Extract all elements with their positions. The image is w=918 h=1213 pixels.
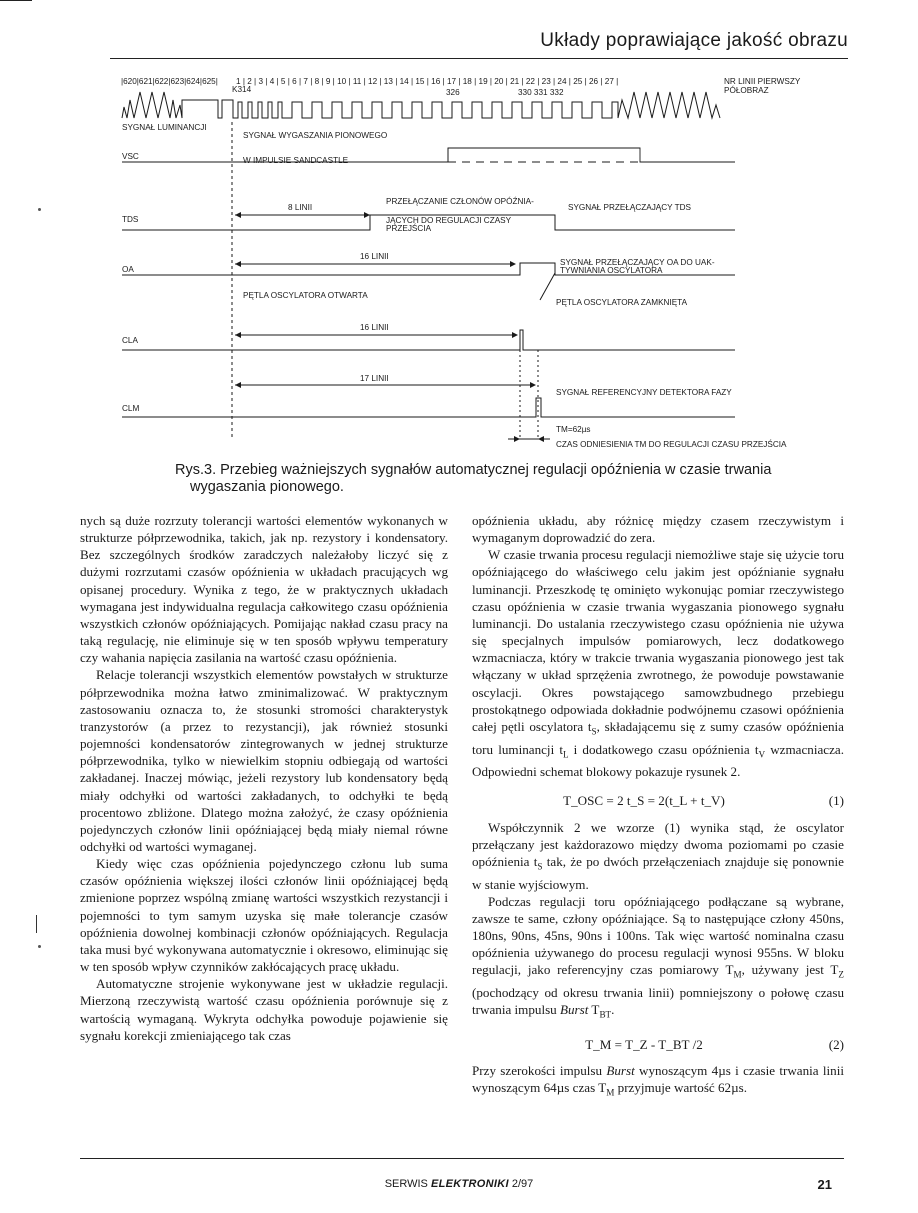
tds-signal-label: SYGNAŁ PRZEŁĄCZAJĄCY TDS	[568, 203, 691, 212]
paragraph: Relacje tolerancji wszystkich elementów powstałych w strukturze półprzewodnika można łatwo zminimalizować. W praktycznym zastosowaniu oznacza to, że stosunki stromości charakterystyk tranzystorów (a przez to rezystancji), jak również stosunki pojemności kondensatorów zintegrowanych w jednej strukturze półprzewodnika, tylko w niewielkim stopniu odbiegają od wartości zakładanej. Inaczej mówiąc, jeżeli rezystory lub kondensatory będą miały odchyłki od wartości zakładanych, to odchyłki te będą procentowo zbliżone. Dlatego można założyć, że czasy opóźnienia pojedynczych członów linii opóźniającej będą miały niemal równe odchyłki od wartości wymaganej.	[80, 667, 448, 854]
paragraph: Automatyczne strojenie wykonywane jest w układzie regulacji. Mierzoną rzeczywistą wartość czasu opóźnienia porównuje się z wartością wymaganą. Wykryta odchyłka powoduje pojawienie się sygnału korekcji zmieniającego tak czas	[80, 976, 448, 1043]
formula-1-number: (1)	[828, 792, 844, 808]
magazine-issue: 2/97	[511, 1178, 534, 1190]
row-label-oa: OA	[122, 265, 134, 274]
paragraph: nych są duże rozrzuty tolerancji wartości elementów wykonanych w strukturze półprzewodnika, takich, jak np. rezystory i kondensatory. Bez szczególnych środków zaradczych należałoby liczyć się z dużymi rozrzutami czasów opóźnienia w układach pracujących wg opisanej procedury. Wynika z tego, że w praktycznych układach wymagana jest indywidualna regulacja całkowitego czasu opóźnienia wszystkich członów opóźniających. Pomijając nakład czasu pracy na taką regulację, nie eliminuje się w ten sposób wpływu temperatury czy wahania napięcia zasilania na wartość czasu opóźnienia.	[80, 513, 448, 666]
formula-1-expression: T_OSC = 2 t_S = 2(t_L + t_V)	[563, 792, 725, 808]
first-field-label-2: PÓŁOBRAZ	[724, 86, 769, 95]
line-numbers-left: |620|621|622|623|624|625|	[121, 77, 218, 86]
label-330: 330 331 332	[518, 88, 564, 97]
paragraph: opóźnienia układu, aby różnicę między czasem rzeczywistym i wymaganym doprowadzić do zera.	[472, 513, 844, 546]
formula-2	[472, 1030, 844, 1058]
vsc-waveform	[122, 148, 735, 162]
formula-2-number: (2)	[828, 1036, 844, 1052]
tm-reference-label: CZAS ODNIESIENIA TM DO REGULACJI CZASU PRZEJŚCIA	[556, 440, 787, 449]
paragraph: W czasie trwania procesu regulacji niemożliwe staje się użycie toru opóźniającego do właściwego celu jakim jest opóźnianie sygnału luminancji. Przeszkodę tę ominięto wykonując pomiar rzeczywistego czasu opóźnienia w czasie trwania wygaszania pionowego sygnału luminancji. Do ustalania rzeczywistego czasu opóźnienia nie używa się specjalnych impulsów pomiarowych, lecz dodatkowego wzmacniacza, który w trakcie trwania wygaszania pionowego jest tak włączany w układ sprzężenia zwrotnego, że powoduje powstawanie oscylacji. Okres powstającego samowzbudnego przebiegu prostokątnego odpowiada dokładnie podwójnemu czasowi opóźnienia całej pętli oscylatora $t_S$, składającemu się z sumy czasów opóźnienia toru luminancji $t_L$ i dodatkowego czasu opóźnienia $t_V$ wzmacniacza. Odpowiedni schemat blokowy pokazuje rysunek 2.	[472, 547, 845, 780]
row-label-tds: TDS	[122, 215, 139, 224]
margin-mark	[36, 915, 37, 933]
row-label-vsc: VSC	[122, 152, 139, 161]
caption-line-1: Rys.3. Przebieg ważniejszych sygnałów automatycznej regulacji opóźnienia w czasie trwania	[175, 462, 772, 478]
lines-17-label: 17 LINII	[360, 374, 389, 383]
first-field-label-1: NR LINII PIERWSZY	[724, 77, 801, 86]
switch-delay-label-3: PRZEJŚCIA	[386, 224, 432, 233]
paragraph: Przy szerokości impulsu Burst wynoszącym 4µs i czasie trwania linii wynoszącym 64µs czas $T_M$ przyjmuje wartość 62µs.	[472, 1063, 844, 1098]
footer-rule	[80, 1158, 844, 1159]
label-326: 326	[446, 88, 460, 97]
running-header-title: Układy poprawiające jakość obrazu	[540, 30, 848, 51]
line-numbers-right: 1 | 2 | 3 | 4 | 5 | 6 | 7 | 8 | 9 | 10 | 11 | 12 | 13 | 14 | 15 | 16 | 17 | 18 | 19 | 20 | 21 | 22 | 23 | 24 | 25 | 26 | 27 |	[236, 77, 619, 86]
paragraph: Podczas regulacji toru opóźniającego podłączane są wybrane, zawsze te same, człony opóźniające. Są to następujące człony 450ns, 180ns, 90ns, 45ns, 90ns i 100ns. Tak więc wartość nominalna czasu opóźnienia używanego do procesu regulacji wynosi 955ns. W bloku regulacji, jako referencyjny czas pomiarowy $T_M$, używany jest $T_Z$ (pochodzący od okresu trwania linii) pomniejszony o połowę czasu trwania impulsu Burst $T_{BT}$.	[472, 893, 844, 1020]
oa-signal-label-1: SYGNAŁ PRZEŁĄCZAJĄCY OA DO UAK-	[560, 258, 715, 267]
formula-1	[472, 787, 844, 815]
row-label-clm: CLM	[122, 404, 140, 413]
paragraph: Współczynnik 2 we wzorze (1) wynika stąd, że oscylator przełączany jest każdorazowo między dwoma poziomami po czasie opóźnienia $t_S$ tak, że po dwóch przełączeniach znajduje się ponownie w stanie wyjściowym.	[472, 819, 844, 892]
lines-8-label: 8 LINII	[288, 203, 313, 212]
switch-delay-label-1: PRZEŁĄCZANIE CZŁONÓW OPÓŹNIA-	[386, 197, 534, 206]
ref-signal-label: SYGNAŁ REFERENCYJNY DETEKTORA FAZY	[556, 388, 732, 397]
caption-line-2: wygaszania pionowego.	[190, 479, 344, 495]
cla-waveform	[122, 330, 735, 350]
left-column	[80, 512, 448, 1044]
clm-waveform	[122, 398, 735, 417]
switch-delay-label-2: JĄCYCH DO REGULACJI CZASY	[386, 216, 512, 225]
luminance-waveform	[122, 92, 720, 118]
right-column	[472, 512, 844, 1102]
magazine-prefix: SERWIS	[384, 1178, 428, 1190]
tm-value-label: TM=62µs	[556, 425, 591, 434]
vertical-blanking-label: SYGNAŁ WYGASZANIA PIONOWEGO	[243, 131, 388, 140]
lines-16-label-b: 16 LINII	[360, 323, 389, 332]
timing-diagram	[0, 60, 918, 460]
label-k314: K314	[232, 85, 252, 94]
paragraph: Kiedy więc czas opóźnienia pojedynczego członu lub suma czasów opóźnienia większej ilości członów linii opóźniającej będą zmienione poprzez wspólną zmianę wartości wszystkich rezystancji i pojemności to tym samym uzyska się małe tolerancje czasów opóźnienia dowolnej kombinacji członów opóźniających. Regulacja taka musi być wykonywana automatycznie i okresowo, eliminując się w ten sposób wpływ czynników zakłócających pracę układu.	[80, 856, 448, 975]
margin-dot	[38, 945, 41, 948]
row-label-luminance: SYGNAŁ LUMINANCJI	[122, 123, 207, 132]
figure-caption	[175, 462, 815, 496]
page-number: 21	[817, 1177, 832, 1192]
formula-2-expression: T_M = T_Z - T_BT /2	[585, 1036, 703, 1052]
loop-open-label: PĘTLA OSCYLATORA OTWARTA	[243, 291, 368, 300]
oa-signal-label-2: TYWNIANIA OSCYLATORA	[560, 266, 663, 275]
lines-16-label-a: 16 LINII	[360, 252, 389, 261]
row-label-cla: CLA	[122, 336, 138, 345]
loop-closed-label: PĘTLA OSCYLATORA ZAMKNIĘTA	[556, 298, 688, 307]
header-rule	[110, 58, 848, 59]
corner-crop-mark	[0, 0, 32, 1]
sandcastle-label: W IMPULSIE SANDCASTLE	[243, 156, 349, 165]
footer-magazine	[0, 1178, 918, 1190]
magazine-name: ELEKTRONIKI	[430, 1178, 509, 1190]
